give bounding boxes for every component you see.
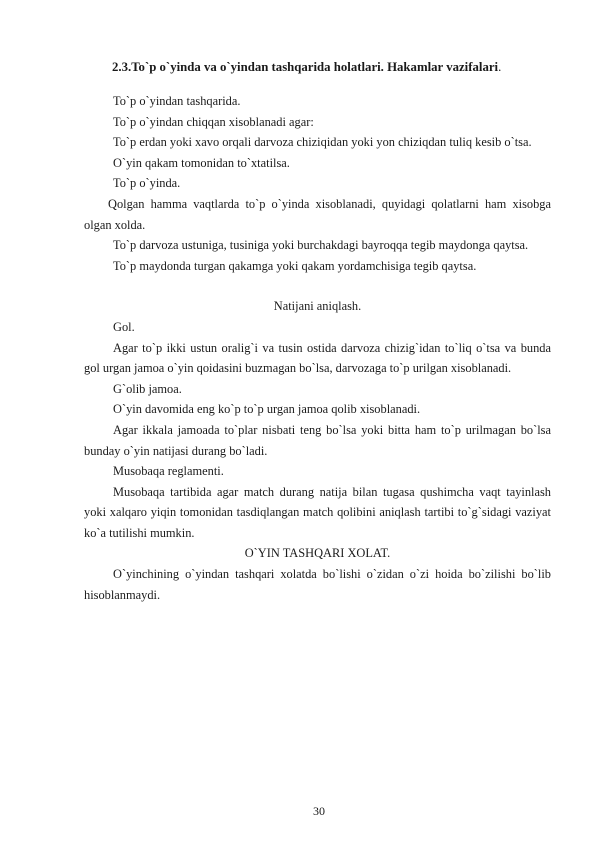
document-body — [84, 91, 551, 605]
blank-line — [84, 276, 551, 296]
section-heading-period: . — [498, 60, 502, 74]
paragraph: G`olib jamoa. — [113, 381, 182, 396]
paragraph: O`yin qakam tomonidan to`xtatilsa. — [113, 155, 290, 170]
paragraph: Qolgan hamma vaqtlarda to`p o`yinda xisoblanadi, quyidagi qolatlarni ham xisobga olgan xolda. — [84, 196, 551, 232]
section-heading — [112, 57, 572, 78]
subheading: O`YIN TASHQARI XOLAT. — [244, 546, 391, 561]
paragraph: To`p erdan yoki xavo orqali darvoza chiziqidan yoki yon chiziqdan tuliq kesib o`tsa. — [113, 135, 532, 150]
paragraph: To`p o`yinda. — [113, 176, 181, 191]
paragraph: Musobaqa tartibida agar match durang natija bilan tugasa qushimcha vaqt tayinlash yoki xalqaro yiqin tomonidan tasdiqlangan match qolibini aniqlash tartibi to`g`sidagi vaziyat ko`a tutilishi mumkin. — [84, 484, 551, 540]
page-number: 30 — [313, 804, 325, 818]
paragraph: Gol. — [113, 319, 135, 334]
paragraph: Agar ikkala jamoada to`plar nisbati teng bo`lsa yoki bitta ham to`p urilmagan bo`lsa bunday o`yin natijasi durang bo`ladi. — [84, 422, 551, 458]
section-heading-text: 2.3.To`p o`yinda va o`yindan tashqarida holatlari. Hakamlar vazifalari — [112, 60, 499, 74]
paragraph: To`p o`yindan tashqarida. — [113, 94, 241, 108]
paragraph: To`p o`yindan chiqqan xisoblanadi agar: — [113, 114, 314, 129]
paragraph: O`yin davomida eng ko`p to`p urgan jamoa qolib xisoblanadi. — [113, 402, 421, 417]
paragraph: To`p maydonda turgan qakamga yoki qakam yordamchisiga tegib qaytsa. — [113, 258, 477, 273]
paragraph: Musobaqa reglamenti. — [113, 464, 224, 479]
paragraph: Agar to`p ikki ustun oralig`i va tusin ostida darvoza chizig`idan to`liq o`tsa va bunda gol urgan jamoa o`yin qoidasini buzmagan bo`lsa, darvozaga to`p urilgan xisoblanadi. — [84, 340, 551, 376]
subheading: Natijani aniqlash. — [273, 299, 362, 314]
paragraph: O`yinchining o`yindan tashqari xolatda bo`lishi o`zidan o`zi hoida bo`zilishi bo`lib hisoblanmaydi. — [84, 567, 551, 602]
paragraph: To`p darvoza ustuniga, tusiniga yoki burchakdagi bayroqqa tegib maydonga qaytsa. — [113, 238, 529, 253]
